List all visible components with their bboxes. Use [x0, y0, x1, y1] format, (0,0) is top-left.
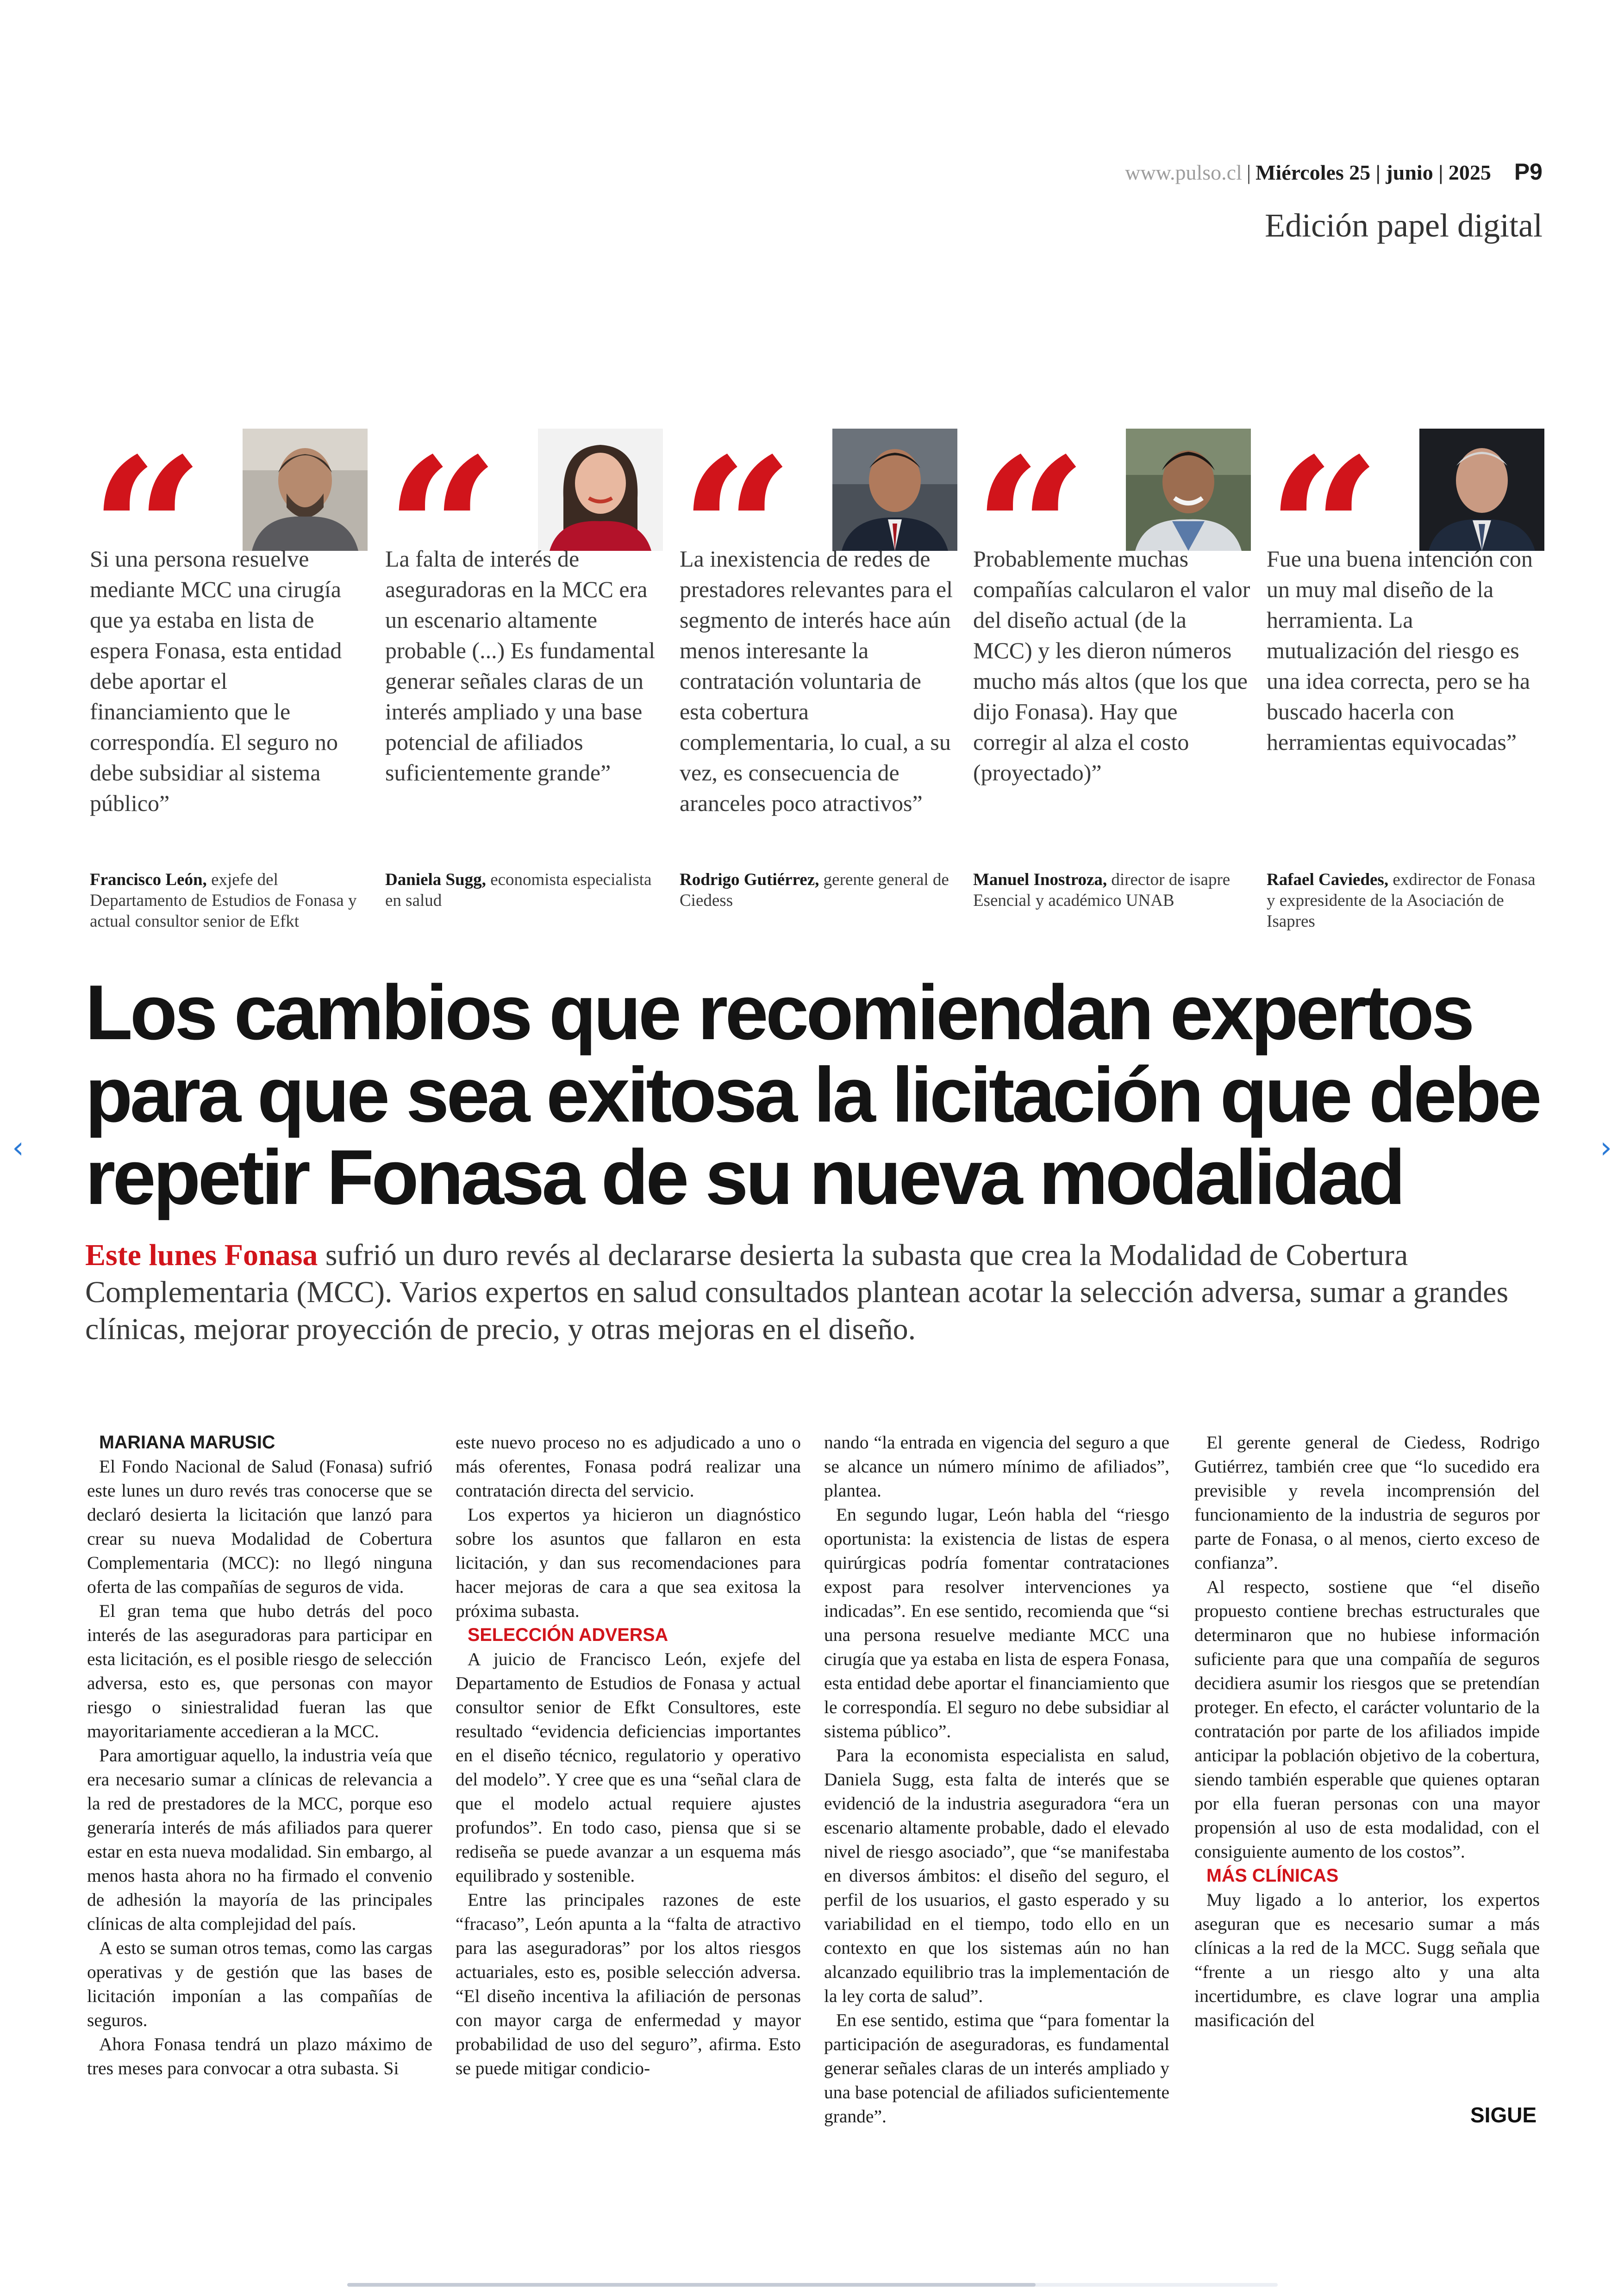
quote-role: economista especialista en salud — [385, 870, 652, 910]
issue-date: Miércoles 25 | junio | 2025 — [1255, 161, 1491, 184]
quote-author: Rodrigo Gutiérrez, — [680, 870, 819, 889]
quote-card — [90, 429, 368, 942]
byline: MARIANA MARUSIC — [99, 1432, 275, 1453]
paragraph: Para amortiguar aquello, la industria veía que era necesario sumar a clínicas de relevancia a la red de prestadores de la MCC, porque eso generaría interés de más afiliados para querer estar en esta nueva modalidad. Sin embargo, al menos hasta ahora no ha firmado el convenio de adhesión la mayoría de las principales clínicas de alta complejidad del país. — [87, 1745, 432, 1934]
quote-card — [973, 429, 1251, 942]
quote-author: Rafael Caviedes, — [1267, 870, 1389, 889]
paragraph: En segundo lugar, León habla del “riesgo oportunista: la existencia de listas de espera quirúrgicas podría fomentar contrataciones expost para resolver intervenciones ya indicadas”. En ese sentido, recomienda que “si una persona resuelve mediante MCC una cirugía que ya estaba en lista de espera Fonasa, esta entidad debe aportar el financiamiento que le correspondía. El seguro no debe subsidiar al sistema público”. — [824, 1504, 1169, 1741]
quote-text: Fue una buena intención con un muy mal diseño de la herramienta. La mutualización del riesgo es una idea correcta, pero se ha buscado hacerla con herramientas equivocadas” — [1267, 546, 1533, 755]
body-column — [87, 1430, 432, 2080]
reading-progress-bar[interactable] — [347, 2283, 1278, 2287]
paragraph: A esto se suman otros temas, como las cargas operativas y de gestión que las bases de licitación imponían a las compañías de seguros. — [87, 1938, 432, 2030]
paragraph: nando “la entrada en vigencia del seguro a que se alcance un número mínimo de afiliados”, plantea. — [824, 1432, 1169, 1501]
reading-progress-fill — [347, 2283, 1036, 2287]
paragraph: este nuevo proceso no es adjudicado a uno o más oferentes, Fonasa podrá realizar una contratación directa del servicio. — [456, 1432, 801, 1501]
quote-text: Si una persona resuelve mediante MCC una cirugía que ya estaba en lista de espera Fonasa, esta entidad debe aportar el financiamiento que le correspondía. El seguro no debe subsidiar al sistema público” — [90, 546, 342, 816]
site-url: www.pulso.cl — [1125, 161, 1242, 184]
body-column — [1194, 1430, 1540, 2032]
quote-role: director de isapre Esencial y académico UNAB — [973, 870, 1230, 910]
paragraph: El gerente general de Ciedess, Rodrigo Gutiérrez, también cree que “lo sucedido era previsible y revela incomprensión del funcionamiento de la industria de seguros por parte de Fonasa, o al menos, cierto exceso de confianza”. — [1194, 1432, 1540, 1573]
quote-author: Daniela Sugg, — [385, 870, 486, 889]
paragraph: El Fondo Nacional de Salud (Fonasa) sufrió este lunes un duro revés tras conocerse que se declaró desierta la licitación que lanzó para crear su nueva Modalidad de Cobertura Complementaria (MCC): no llegó ninguna oferta de las compañías de seguros de vida. — [87, 1456, 432, 1597]
page-number: P9 — [1514, 159, 1543, 185]
paragraph: Para la economista especialista en salud, Daniela Sugg, esta falta de interés que se evidenció de la industria aseguradora “era un escenario altamente probable, dado el elevado nivel de riesgo asociado”, que “se manifestaba en diversos ámbitos: el diseño del seguro, el perfil de los usuarios, el gasto esperado y su variabilidad en el tiempo, todo ello en un contexto en que los sistemas aún no han alcanzado equilibrio tras la implementación de la ley corta de salud”. — [824, 1745, 1169, 2006]
paragraph: En ese sentido, estima que “para fomentar la participación de aseguradoras, es fundamental generar señales claras de un interés ampliado y una base potencial de afiliados suficientemente grande”. — [824, 2010, 1169, 2127]
paragraph: Entre las principales razones de este “fracaso”, León apunta a la “falta de atractivo para las aseguradoras” por los altos riesgos actuariales, esto es, posible selección adversa. “El diseño incentiva la afiliación de personas con mayor carga de enfermedad y mayor probabilidad de uso del seguro”, afirma. Esto se puede mitigar condicio- — [456, 1890, 801, 2078]
quote-text: La falta de interés de aseguradoras en la MCC era un escenario altamente probable (...) Es fundamental generar señales claras de un interés ampliado y una base potencial de afiliados suficientemente grande” — [385, 546, 656, 786]
body-column — [456, 1430, 801, 2080]
quote-mark-icon — [680, 432, 794, 548]
paragraph: Los expertos ya hicieron un diagnóstico sobre los asuntos que fallaron en esta licitación, y dan sus recomendaciones para hacer mejoras de cara a que sea exitosa la próxima subasta. — [456, 1504, 801, 1621]
deck-text: sufrió un duro revés al declararse desierta la subasta que crea la Modalidad de Cobertura Complementaria (MCC). Varios expertos en salud consultados plantean acotar la selección adversa, sumar a grandes clínicas, mejorar proyección de precio, y otras mejoras en el diseño. — [85, 1238, 1509, 1346]
quote-author: Francisco León, — [90, 870, 207, 889]
chevron-right-icon: › — [1600, 1131, 1612, 1165]
quote-role: exdirector de Fonasa y expresidente de la Asociación de Isapres — [1267, 870, 1536, 931]
quote-attribution — [90, 869, 368, 932]
portrait-photo — [832, 429, 957, 551]
quote-mark-icon — [973, 432, 1087, 548]
continue-label: SIGUE — [1470, 2103, 1537, 2127]
quote-attribution — [385, 869, 663, 911]
quote-author: Manuel Inostroza, — [973, 870, 1107, 889]
quote-card — [680, 429, 957, 942]
quote-mark-icon — [1267, 432, 1381, 548]
quote-text: Probablemente muchas compañías calcularon el valor del diseño actual (de la MCC) y les dieron números mucho más altos (que los que dijo Fonasa). Hay que corregir al alza el costo (proyectado)” — [973, 546, 1250, 786]
quote-attribution — [973, 869, 1251, 911]
quote-card — [1267, 429, 1544, 942]
quote-mark-icon — [385, 432, 500, 548]
quote-role: gerente general de Ciedess — [680, 870, 949, 910]
portrait-photo — [1126, 429, 1251, 551]
quote-card — [385, 429, 663, 942]
body-column — [824, 1430, 1169, 2128]
portrait-photo — [1419, 429, 1544, 551]
section-subhead: MÁS CLÍNICAS — [1206, 1865, 1339, 1886]
chevron-left-icon: ‹ — [12, 1131, 24, 1165]
next-page-button[interactable] — [1594, 1129, 1618, 1166]
portrait-photo — [243, 429, 368, 551]
paragraph: Al respecto, sostiene que “el diseño propuesto contiene brechas estructurales que determinaron que no hubiese información suficiente para que una compañía de seguros decidiera asumir los riesgos que se pretendían proteger. En efecto, el carácter voluntario de la contratación por parte de los afiliados impide anticipar la población objetivo de la cobertura, siendo también esperable que quienes optaran por ella fueran personas con una mayor propensión al uso de esta modalidad, con el consiguiente aumento de los costos”. — [1194, 1577, 1540, 1862]
paragraph: Muy ligado a lo anterior, los expertos aseguran que es necesario sumar a más clínicas a la red de la MCC. Sugg señala que “frente a un riesgo alto y una alta incertidumbre, es clave lograr una amplia masificación del — [1194, 1890, 1540, 2030]
prev-page-button[interactable] — [6, 1129, 30, 1166]
paragraph: Ahora Fonasa tendrá un plazo máximo de tres meses para convocar a otra subasta. Si — [87, 2034, 432, 2078]
paragraph: A juicio de Francisco León, exjefe del Departamento de Estudios de Fonasa y actual consultor senior de Efkt Consultores, este resultado “evidencia deficiencias importantes en el diseño técnico, regulatorio y operativo del modelo”. Y cree que es una “señal clara de que el modelo actual requiere ajustes profundos”. En todo caso, piensa que si se rediseña se puede avanzar a un esquema más equilibrado y sostenible. — [456, 1649, 801, 1886]
quote-mark-icon — [90, 432, 204, 548]
paragraph: El gran tema que hubo detrás del poco interés de las aseguradoras para participar en esta licitación, es el posible riesgo de selección adversa, esto es, que personas con mayor riesgo o siniestralidad fueran las que mayoritariamente accedieran a la MCC. — [87, 1601, 432, 1741]
article-deck — [85, 1237, 1543, 1348]
page-folio: www.pulso.cl | Miércoles 25 | junio | 2025 P9 — [1125, 159, 1543, 185]
portrait-photo — [538, 429, 663, 551]
article-headline: Los cambios que recomiendan expertos para que sea exitosa la licitación que debe repetir Fonasa de su nueva modalidad — [85, 969, 1539, 1221]
quote-text: La inexistencia de redes de prestadores relevantes para el segmento de interés hace aún menos interesante la contratación voluntaria de esta cobertura complementaria, lo cual, a su vez, es consecuencia de aranceles poco atractivos” — [680, 546, 953, 816]
deck-lead: Este lunes Fonasa — [85, 1238, 318, 1272]
edition-label: Edición papel digital — [1265, 207, 1543, 244]
section-subhead: SELECCIÓN ADVERSA — [468, 1625, 668, 1645]
quote-attribution — [1267, 869, 1544, 932]
quote-role: exjefe del Departamento de Estudios de Fonasa y actual consultor senior de Efkt — [90, 870, 357, 931]
quote-attribution — [680, 869, 957, 911]
